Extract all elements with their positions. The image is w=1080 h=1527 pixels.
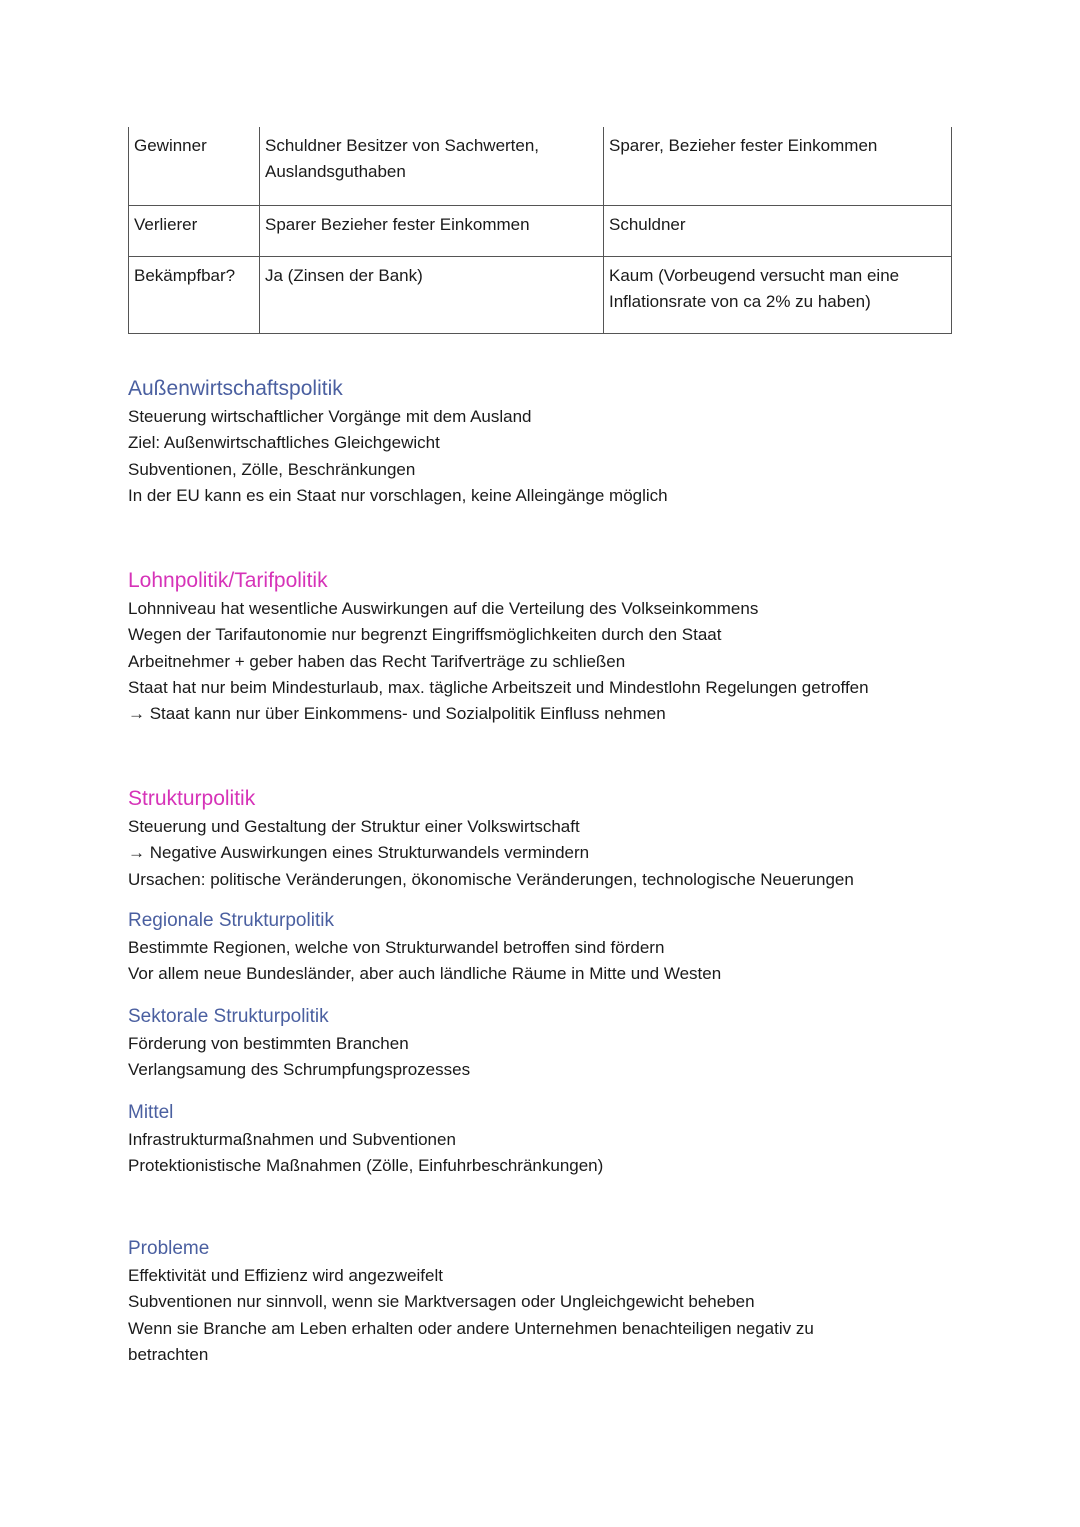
text-line: Wegen der Tarifautonomie nur begrenzt Eingriffsmöglichkeiten durch den Staat [128,625,722,645]
subsection-heading: Sektorale Strukturpolitik [128,1006,329,1027]
text-line: Subventionen nur sinnvoll, wenn sie Marktversagen oder Ungleichgewicht beheben [128,1292,755,1312]
text-line: Bestimmte Regionen, welche von Strukturwandel betroffen sind fördern [128,938,665,957]
table-cell: Schuldner Besitzer von Sachwerten, Auslandsguthaben [260,127,604,206]
text-line: → Negative Auswirkungen eines Strukturwandels vermindern [128,843,590,863]
section-sektorale-strukturpolitik [128,1004,952,1084]
text-line: Ursachen: politische Veränderungen, ökonomische Veränderungen, technologische Neuerungen [128,869,854,889]
subsection-heading: Mittel [128,1102,174,1123]
row-label: Verlierer [129,206,260,257]
subsection-heading: Regionale Strukturpolitik [128,910,334,931]
text-line: In der EU kann es ein Staat nur vorschlagen, keine Alleingänge möglich [128,485,668,505]
subsection-heading: Probleme [128,1238,210,1259]
section-regionale-strukturpolitik [128,908,952,988]
table-row [129,206,952,257]
text-line: Steuerung und Gestaltung der Struktur einer Volkswirtschaft [128,817,580,836]
text-line: Infrastrukturmaßnahmen und Subventionen [128,1130,456,1149]
section-lohnpolitik [128,567,952,727]
text-line: → Staat kann nur über Einkommens- und Sozialpolitik Einfluss nehmen [128,704,666,724]
section-heading: Lohnpolitik/Tarifpolitik [128,569,328,592]
table-cell: Kaum (Vorbeugend versucht man eine Inflationsrate von ca 2% zu haben) [604,257,952,334]
row-label: Bekämpfbar? [129,257,260,334]
text-line: Förderung von bestimmten Branchen [128,1034,409,1053]
text-line: Effektivität und Effizienz wird angezweifelt [128,1266,443,1285]
text-line: Wenn sie Branche am Leben erhalten oder andere Unternehmen benachteiligen negativ zu betrachten [128,1318,814,1364]
text-line: Staat hat nur beim Mindesturlaub, max. tägliche Arbeitszeit und Mindestlohn Regelungen getroffen [128,677,869,697]
text-line: Protektionistische Maßnahmen (Zölle, Einfuhrbeschränkungen) [128,1156,604,1176]
section-heading: Strukturpolitik [128,787,256,810]
table-cell: Sparer, Bezieher fester Einkommen [604,127,952,206]
text-line: Ziel: Außenwirtschaftliches Gleichgewicht [128,433,440,453]
table-cell: Schuldner [604,206,952,257]
text-line: Subventionen, Zölle, Beschränkungen [128,459,416,479]
section-mittel [128,1100,952,1180]
text-line: Lohnniveau hat wesentliche Auswirkungen auf die Verteilung des Volkseinkommens [128,599,759,618]
table-row [129,257,952,334]
text-line: Vor allem neue Bundesländer, aber auch ländliche Räume in Mitte und Westen [128,964,722,984]
text-line: Arbeitnehmer + geber haben das Recht Tarifverträge zu schließen [128,651,626,671]
table-cell: Ja (Zinsen der Bank) [260,257,604,334]
text-line: Steuerung wirtschaftlicher Vorgänge mit dem Ausland [128,407,532,426]
table-cell: Sparer Bezieher fester Einkommen [260,206,604,257]
text-line: Verlangsamung des Schrumpfungsprozesses [128,1060,471,1080]
section-aussenwirtschaftspolitik [128,375,952,509]
row-label: Gewinner [129,127,260,206]
section-probleme [128,1236,952,1368]
comparison-table [128,127,952,334]
section-strukturpolitik [128,785,952,893]
section-heading: Außenwirtschaftspolitik [128,377,343,400]
table-row [129,127,952,206]
